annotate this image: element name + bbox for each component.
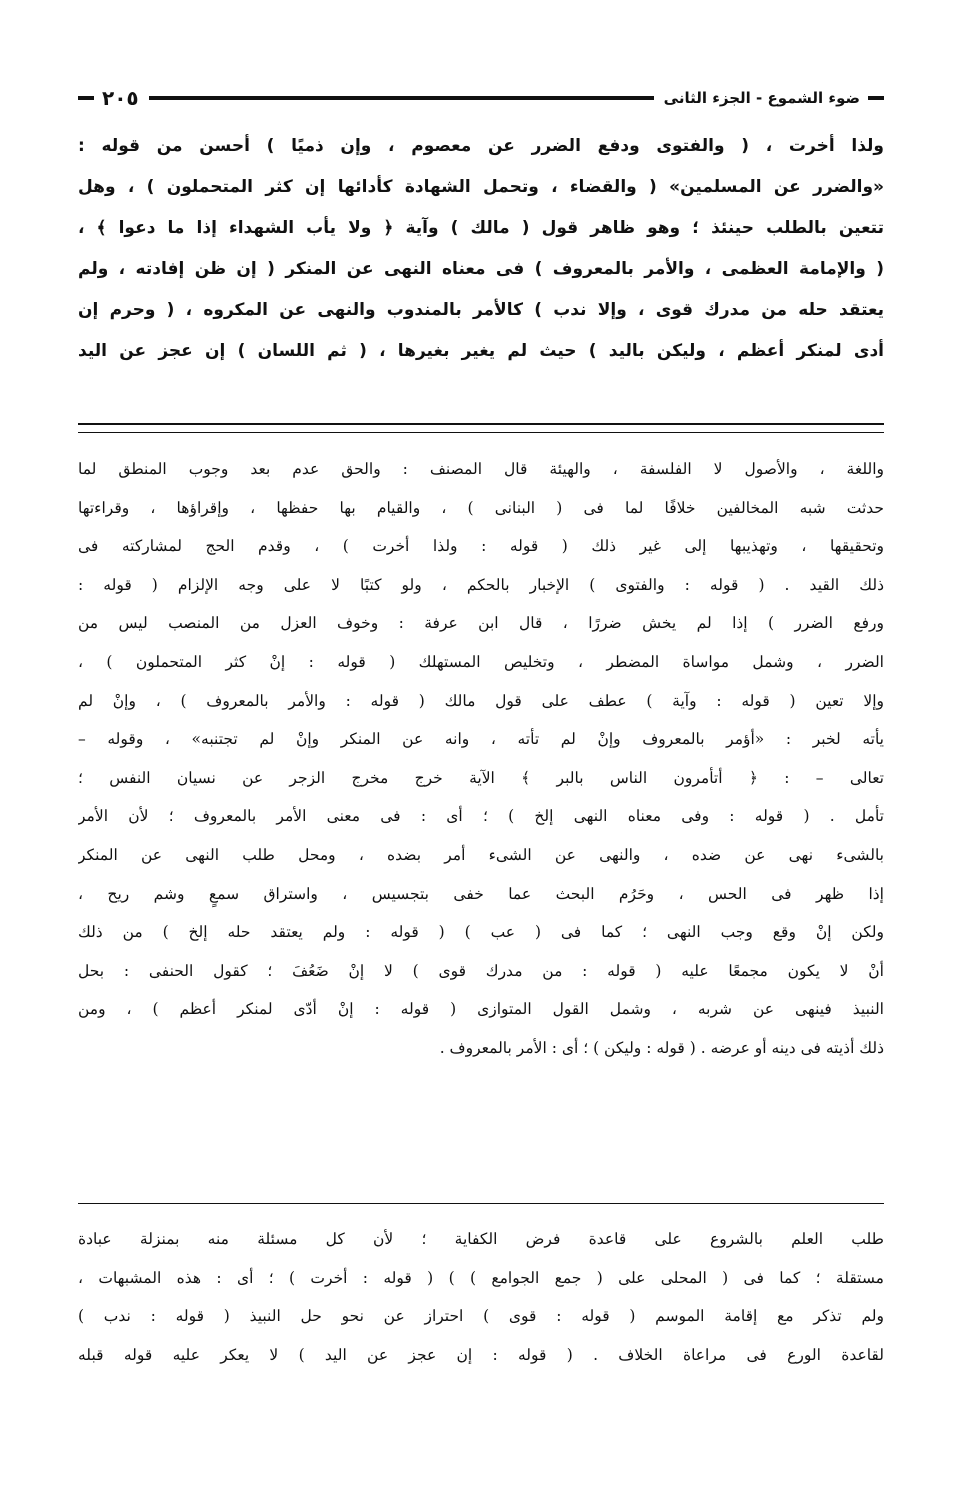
commentary-line: النبيذ فينهى عن شربه ، وشمل القول المتوازى ( قوله : إنْ أدّى لمنكر أعظم ) ، ومن (78, 1000, 884, 1019)
main-text-line: تتعين بالطلب حينئذ ؛ وهو ظاهر قول ( مالك ) وآية ﴿ ولا يأب الشهداء إذا ما دعوا ﴾ ، (78, 218, 884, 238)
gloss-block (78, 1220, 884, 1374)
gloss-line: طلب العلم بالشروع على قاعدة فرض الكفاية ؛ لأن كل مسئلة منه بمنزلة عبادة (78, 1230, 884, 1248)
book-page (78, 78, 884, 1458)
commentary-line: وإلا تعين ( قوله : وآية ) عطف على قول مالك ( قوله : والأمر بالمعروف ) ، وإنْ لم (78, 691, 884, 710)
gloss-line: ولم تذكر مع إقامة الموسم ( قوله : قوى ) احتراز عن نحو حل النبيذ ( قوله : ندب ) (78, 1307, 884, 1326)
commentary-line: إذا ظهر فى الحس ، وحَرُم البحث عما خفى بتجسيس ، واستراق سمعٍ وشم ريح ، (78, 884, 884, 903)
page-number: ٢٠٥ (102, 86, 139, 110)
commentary-line: ورفع الضرر ) إذا لم يخش ضررًا ، قال ابن عرفة : وخوف العزل من المنصب ليس من (78, 614, 884, 633)
commentary-line: تأمل . ( قوله : وفى معناه النهى إلخ ) ؛ أى : فى معنى الأمر بالمعروف ؛ لأن الأمر (78, 807, 884, 826)
gloss-line: مستقلة ؛ كما فى ( المحلى على ( جمع الجوامع ) ) ( قوله : أخرت ) ؛ أى : هذه المشبهات ، (78, 1268, 884, 1287)
commentary-line: بالشىء نهى عن ضده ، والنهى عن الشىء أمر بضده ، ومحل طلب النهى عن المنكر (78, 845, 884, 864)
commentary-line: الضرر ، وشمل مواساة المضطر ، وتخليص المستهلك ( قوله : إنْ كثر المتحملون ) ، (78, 652, 884, 671)
header-dash-right (868, 96, 884, 100)
main-text-line: ولذا أخرت ، ( والفتوى ودفع الضرر عن معصوم ، وإن ذميًا ) أحسن من قوله : (78, 136, 884, 156)
header-rule (149, 96, 654, 100)
commentary-line: واللغة ، والأصول لا الفلسفة ، والهيئة قال المصنف : والحق عدم بعد وجوب المنطق لما (78, 460, 884, 478)
page-header (78, 78, 884, 118)
commentary-line: ذلك أذيته فى دينه أو عرضه . ( قوله : وليكن ) ؛ أى : الأمر بالمعروف . (439, 1038, 884, 1057)
running-title: ضوء الشموع - الجزء الثانى (663, 89, 860, 107)
commentary-line: أنْ لا يكون مجمعًا عليه ( قوله : من مدرك قوى ) لا إنْ ضَعُفَ ؛ كقول الحنفى : بحل (78, 961, 884, 980)
header-dash-left (78, 96, 94, 100)
main-text-line: ( والإمامة العظمى ، والأمر بالمعروف ) فى معناه النهى عن المنكر ( إن ظن إفادته ، ولم (78, 259, 884, 279)
commentary-line: وتحقيقها ، وتهذيبها إلى غير ذلك ( قوله : ولذا أخرت ) ، وقدم الحج لمشاركته فى (78, 537, 884, 556)
divider-rule (78, 1203, 884, 1204)
gloss-line: لقاعدة الورع فى مراعاة الخلاف . ( قوله : إن عجز عن اليد ) لا يعكر عليه قوله قبله (78, 1345, 884, 1364)
double-divider-rule (78, 423, 884, 433)
commentary-line: يأته لخبر : «أؤمر بالمعروف وإنْ لم تأته ، وانه عن المنكر وإنْ لم تجتنبه» ، وقوله – (78, 730, 884, 749)
commentary-line: تعالى – : ﴿ أتأمرون الناس بالبر ﴾ الآية خرج مخرج الزجر عن نسيان النفس ؛ (78, 768, 884, 787)
main-text-line: «والضرر عن المسلمين» ( والقضاء ، وتحمل الشهادة كأدائها إن كثر المتحملون ) ، وهل (78, 177, 884, 197)
commentary-block (78, 450, 884, 1068)
commentary-line: ولكن إنْ وقع وجب النهى ؛ كما فى ( عب ) ( قوله : ولم يعتقد حله إلخ ) من ذلك (78, 923, 884, 942)
main-text-line: يعتقد حله من مدرك قوى ، وإلا ندب ) كالأمر بالمندوب والنهى عن المكروه ، ( وحرم إن (78, 300, 884, 320)
commentary-line: حدثت شبه المخالفين خلافًا لما فى ( البنانى ) ، والقيام بها حفظها ، وإقراؤها ، وقراءتها (78, 498, 884, 517)
commentary-line: ذلك القيد . ( قوله : والفتوى ) الإخبار بالحكم ، ولو كتبًا لا على وجه الإلزام ( قوله : (78, 575, 884, 594)
main-text-block (78, 126, 884, 372)
main-text-line: أدى لمنكر أعظم ، وليكن باليد ) حيث لم يغير بغيرها ، ( ثم اللسان ) إن عجز عن اليد (78, 341, 884, 361)
